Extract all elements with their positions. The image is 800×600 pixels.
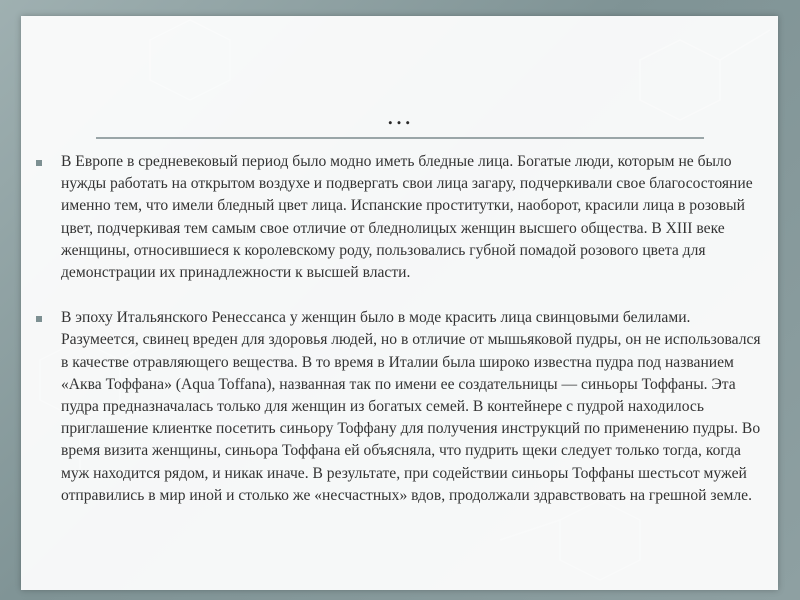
paragraph-europe-medieval: В Европе в средневековый период было модно иметь бледные лица. Богатые люди, которым не было нужды работать на открытом воздухе и подвергать свои лица загару, подчеркивали свое благосостояние именно тем, что имели бледный цвет лица. Испанские проститутки, наоборот, красили лица в розовый цвет, подчеркивая тем самым свое отличие от бледнолицых женщин высшего общества. В XIII веке женщины, относившиеся к королевскому роду, пользовались губной помадой розового цвета для демонстрации их принадлежности к высшей власти. <box>61 153 753 282</box>
bullet-list <box>36 151 766 507</box>
title-divider <box>96 137 704 139</box>
paragraph-italian-renaissance: В эпоху Итальянского Ренессанса у женщин было в моде красить лица свинцовыми белилами. Разумеется, свинец вреден для здоровья людей, но в отличие от мышьяковой пудры, он не использовался в качестве отравляющего вещества. В то время в Италии была широко известна пудра под названием «Аква Тоффана» (Aqua Toffana), названная так по имени ее создательницы — синьоры Тоффаны. Эта пудра предназначалась только для женщин из богатых семей. В контейнере с пудрой находилось приглашение клиентке посетить синьору Тоффану для получения инструкций по применению пудры. Во время визита женщины, синьора Тоффана ей объясняла, что пудрить щеки следует только тогда, когда муж находится рядом, и никак иначе. В результате, при содействии синьоры Тоффаны шестьсот мужей отправились в мир иной и столько же «несчастных» вдов, продолжали здравствовать на грешной земле. <box>61 309 761 504</box>
slide-title: … <box>386 101 414 130</box>
square-bullet-icon <box>36 151 61 166</box>
list-item <box>36 307 766 507</box>
square-bullet-icon <box>36 307 61 322</box>
list-item <box>36 151 766 284</box>
